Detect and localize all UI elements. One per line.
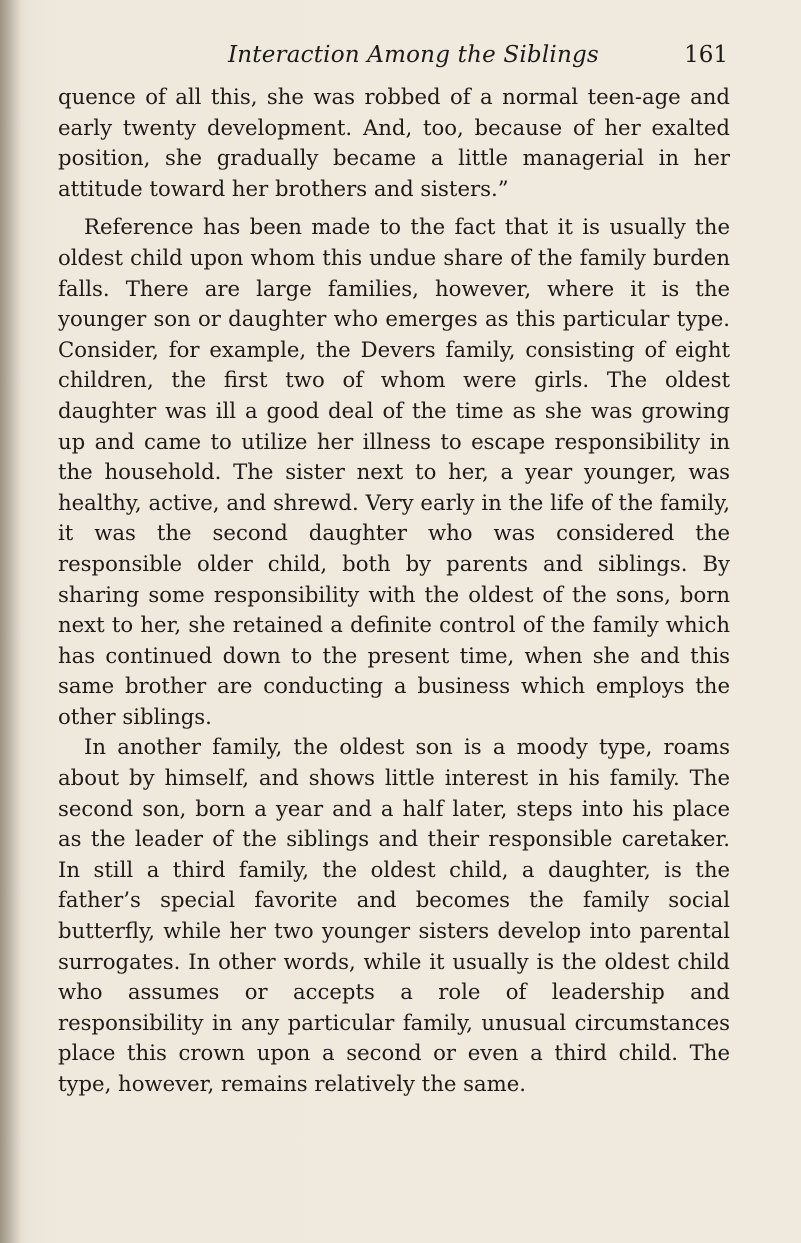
- paragraph-continuation: quence of all this, she was robbed of a normal teen-age and early twenty development. And, too, because of her exalted position, she gradually became a little managerial in her attitude toward her brothers and sisters.”: [58, 84, 730, 201]
- paragraph: In another family, the oldest son is a moody type, roams about by himself, and shows little interest in his family. The second son, born a year and a half later, steps into his place as the leader of the siblings and their responsible caretaker. In still a third family, the oldest child, a daughter, is the father’s special favorite and becomes the family social butterfly, while her two younger sisters develop into parental surrogates. In other words, while it usually is the oldest child who assumes or accepts a role of leadership and responsibility in any particular family, unusual circumstances place this crown upon a second or even a third child. The type, however, remains relatively the same.: [58, 734, 730, 1096]
- page-number: 161: [684, 42, 728, 68]
- page-gutter-shadow: [0, 0, 22, 1243]
- page-header: [58, 42, 728, 82]
- paragraph: Reference has been made to the fact that it is usually the oldest child upon whom this undue share of the family burden falls. There are large families, however, where it is the younger son or daughter who emerges as this particular type. Consider, for example, the Devers family, consisting of eight children, the first two of whom were girls. The oldest daughter was ill a good deal of the time as she was growing up and came to utilize her illness to escape responsibility in the household. The sister next to her, a year younger, was healthy, active, and shrewd. Very early in the life of the family, it was the second daughter who was considered the responsible older child, both by parents and siblings. By sharing some responsibility with the oldest of the sons, born next to her, she retained a definite control of the family which has continued down to the present time, when she and this same brother are conducting a business which employs the other siblings.: [58, 214, 730, 729]
- body-text: [58, 82, 730, 1100]
- running-head: Interaction Among the Siblings: [228, 42, 599, 68]
